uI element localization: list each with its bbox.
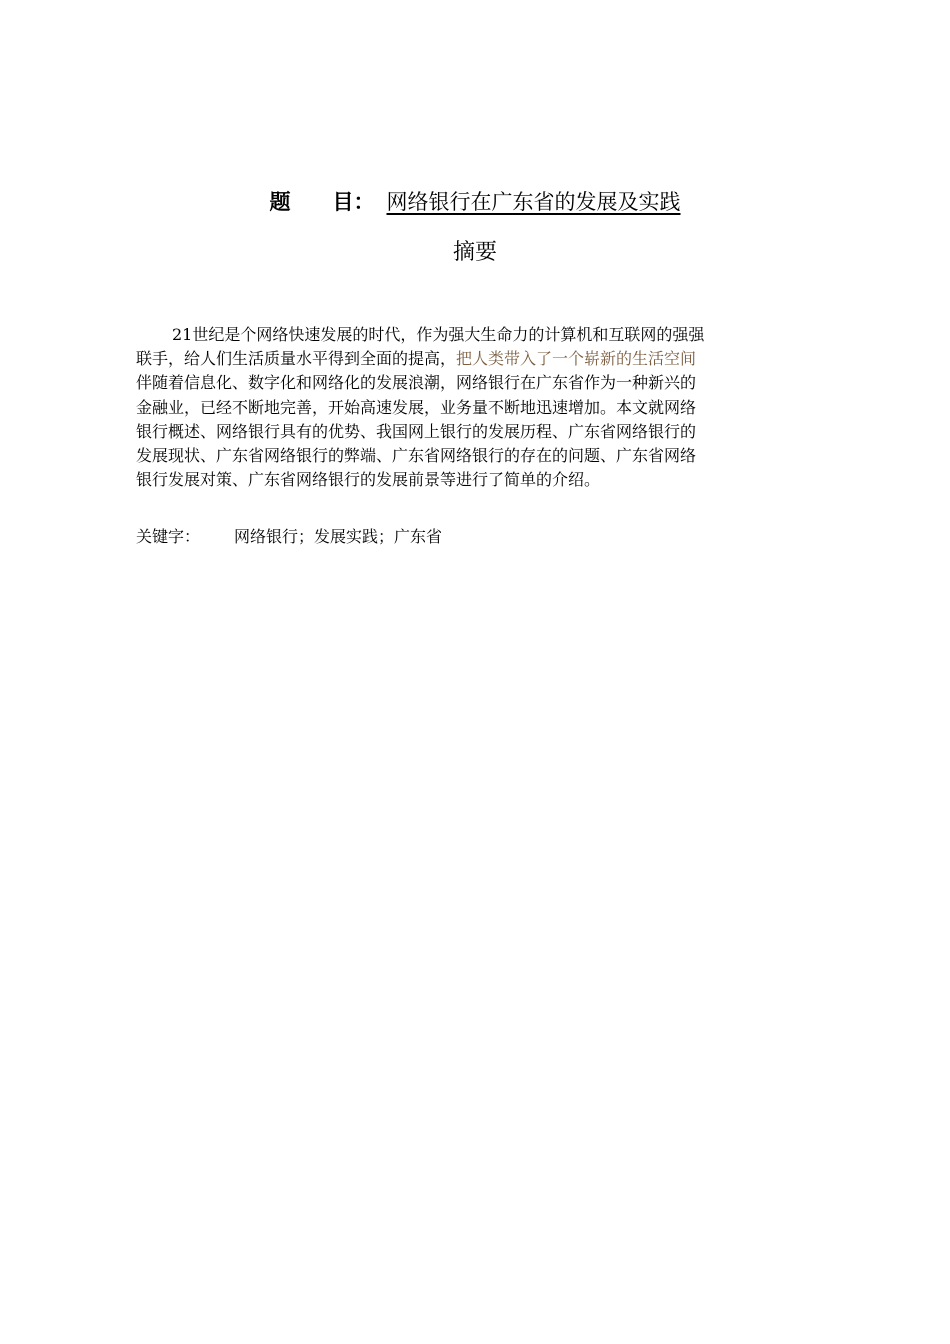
- abstract-line: [136, 468, 816, 492]
- abstract-line-text: 银行发展对策、广东省网络银行的发展前景等进行了简单的介绍。: [136, 470, 601, 490]
- title-value: 网络银行在广东省的发展及实践: [386, 190, 681, 214]
- title-label: 题 目：: [269, 190, 375, 214]
- abstract-body: [136, 323, 816, 492]
- keywords-value: 网络银行；发展实践；广东省: [234, 527, 443, 546]
- abstract-line: [136, 323, 816, 347]
- abstract-heading: 摘要: [452, 240, 497, 265]
- abstract-line: [136, 347, 816, 371]
- abstract-line-text: 联手，给人们生活质量水平得到全面的提高，: [136, 349, 457, 369]
- abstract-line: [136, 371, 816, 395]
- abstract-line-text: 发展现状、广东省网络银行的弊端、广东省网络银行的存在的问题、广东省网络: [136, 445, 697, 465]
- abstract-highlight-text: 把人类带入了一个崭新的生活空间: [456, 349, 697, 369]
- abstract-line-text: 金融业，已经不断地完善，开始高速发展，业务量不断地迅速增加。本文就网络: [136, 397, 697, 417]
- keywords-label: 关键字：: [136, 527, 201, 546]
- abstract-line: [136, 444, 816, 468]
- abstract-line-text: 银行概述、网络银行具有的优势、我国网上银行的发展历程、广东省网络银行的: [136, 421, 697, 441]
- keywords-line: [136, 524, 816, 550]
- document-title: [0, 186, 950, 218]
- abstract-line: [136, 420, 816, 444]
- abstract-line: [136, 396, 816, 420]
- abstract-line-text: 伴随着信息化、数字化和网络化的发展浪潮，网络银行在广东省作为一种新兴的: [136, 373, 697, 393]
- abstract-line-text: 21世纪是个网络快速发展的时代，作为强大生命力的计算机和互联网的强强: [172, 325, 705, 344]
